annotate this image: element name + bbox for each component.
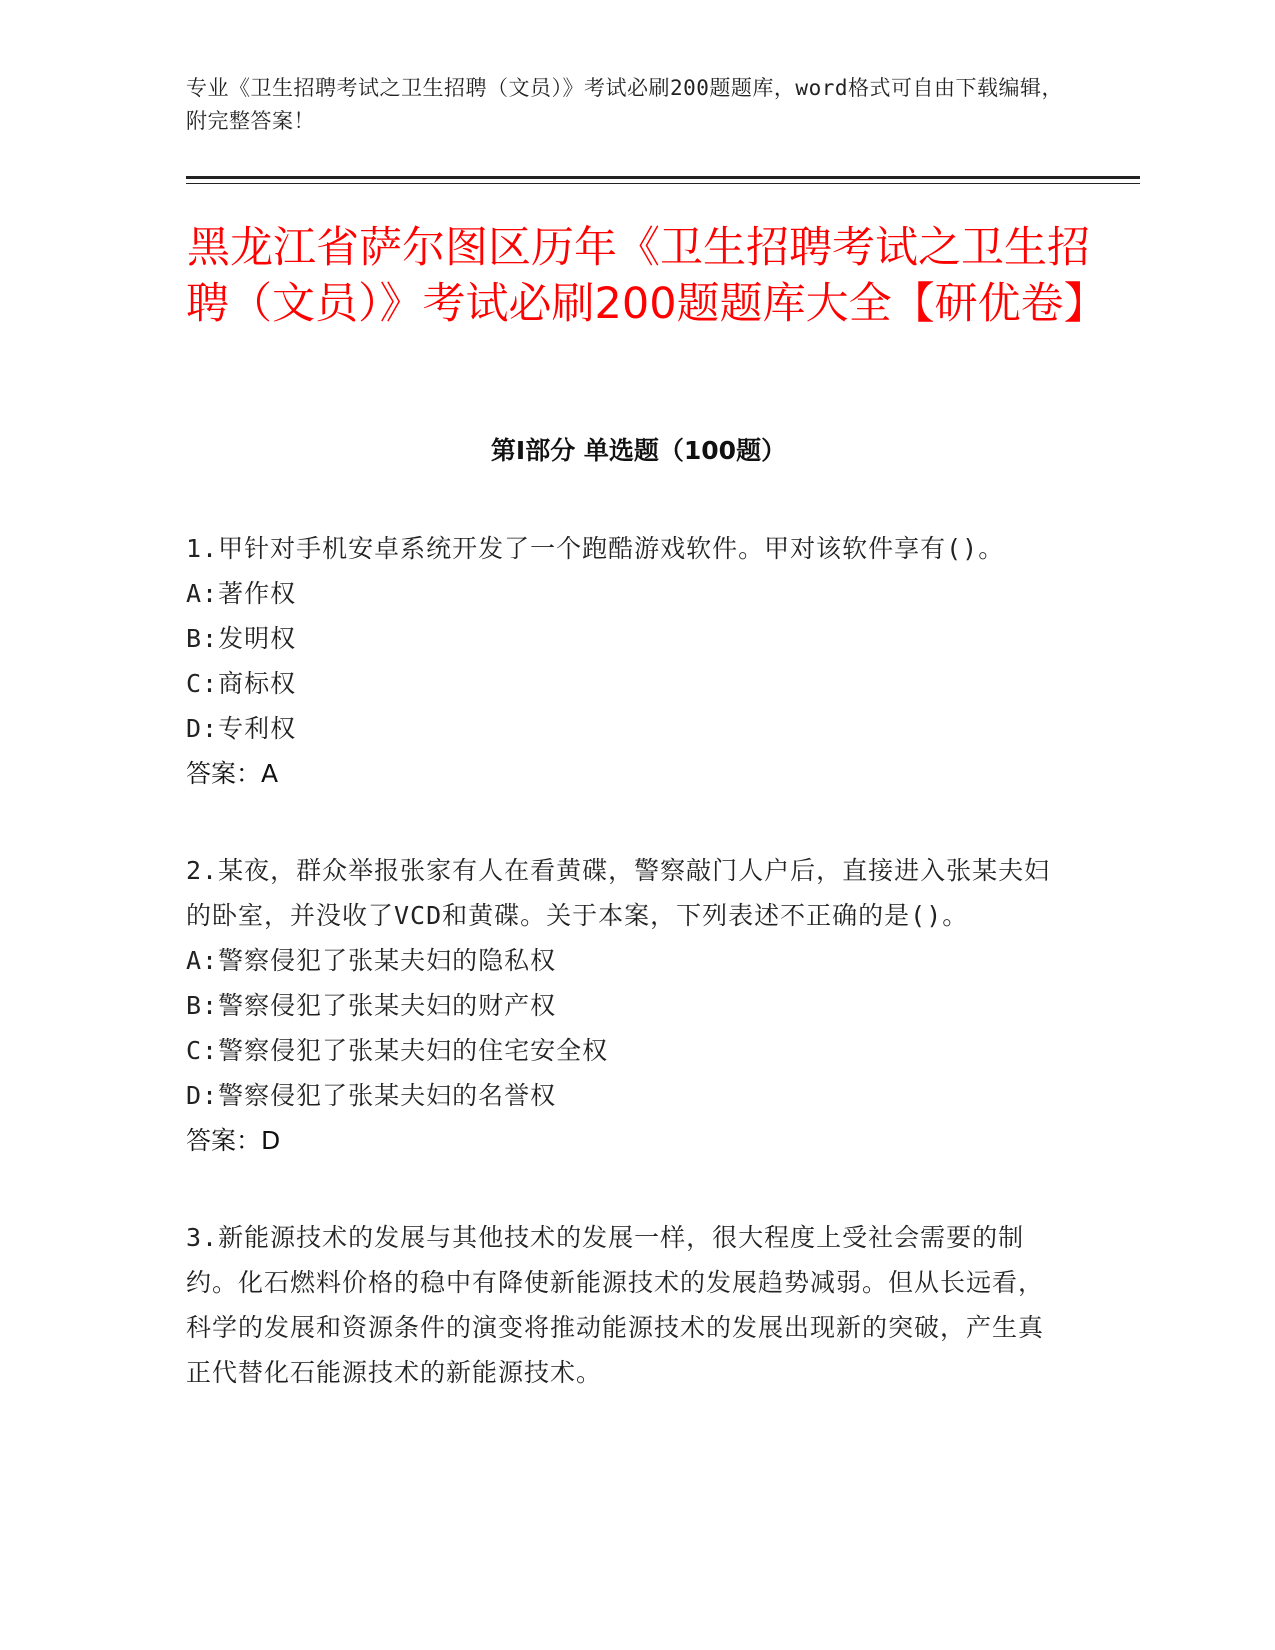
question-stem: 1.甲针对手机安卓系统开发了一个跑酷游戏软件。甲对该软件享有()。: [186, 534, 1005, 563]
option-c: C:商标权: [186, 669, 297, 698]
answer: 答案：A: [186, 759, 279, 788]
question-list: [186, 526, 1056, 1447]
option-b: B:发明权: [186, 624, 297, 653]
answer: 答案：D: [186, 1126, 281, 1155]
option-a: A:警察侵犯了张某夫妇的隐私权: [186, 946, 557, 975]
question-item: [186, 1215, 1056, 1395]
option-d: D:专利权: [186, 714, 297, 743]
question-item: [186, 526, 1056, 796]
section-title: 第Ⅰ部分 单选题（100题）: [490, 436, 787, 465]
question-stem: 2.某夜，群众举报张家有人在看黄碟，警察敲门人户后，直接进入张某夫妇的卧室，并没收了VCD和黄碟。关于本案，下列表述不正确的是()。: [186, 856, 1051, 930]
header-note: 专业《卫生招聘考试之卫生招聘（文员）》考试必刷200题题库，word格式可自由下载编辑，附完整答案！: [186, 76, 1063, 133]
question-stem: 3.新能源技术的发展与其他技术的发展一样，很大程度上受社会需要的制约。化石燃料价格的稳中有降使新能源技术的发展趋势减弱。但从长远看，科学的发展和资源条件的演变将推动能源技术的发展出现新的突破，产生真正代替化石能源技术的新能源技术。: [186, 1223, 1045, 1387]
header-divider-thin: [186, 183, 1140, 184]
option-a: A:著作权: [186, 579, 297, 608]
header-divider: [186, 176, 1140, 179]
document-title: 黑龙江省萨尔图区历年《卫生招聘考试之卫生招聘（文员）》考试必刷200题题库大全【研优卷】: [186, 223, 1107, 329]
option-c: C:警察侵犯了张某夫妇的住宅安全权: [186, 1036, 609, 1065]
option-d: D:警察侵犯了张某夫妇的名誉权: [186, 1081, 557, 1110]
question-item: [186, 848, 1056, 1163]
option-b: B:警察侵犯了张某夫妇的财产权: [186, 991, 557, 1020]
